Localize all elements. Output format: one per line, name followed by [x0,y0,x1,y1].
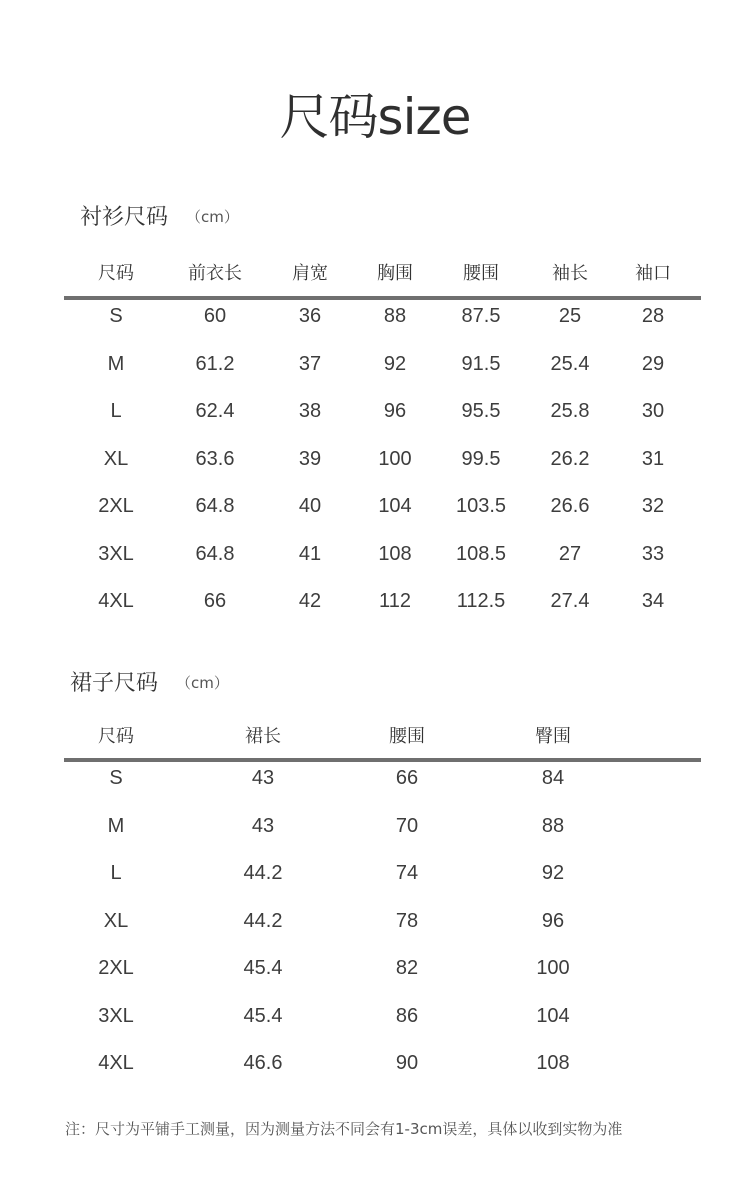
shirt-table-cell: 30 [641,400,665,422]
shirt-table-cell: 27 [558,542,582,565]
skirt-table-cell: 96 [541,909,565,932]
shirt-table-cell: 66 [203,590,227,612]
shirt-table-cell: 2XL [98,495,134,517]
skirt-table-cell: 90 [395,1052,419,1074]
shirt-table-cell: 108 [378,542,412,565]
skirt-title-text: 裙子尺码 [70,671,159,696]
shirt-header-cell: 腰围 [463,263,499,284]
skirt-header-cell: 臀围 [535,726,571,747]
skirt-table-cell: 2XL [98,957,134,979]
shirt-table-cell: 38 [298,400,322,422]
shirt-table-cell: 26.6 [550,495,590,517]
shirt-table-cell: 95.5 [461,400,501,422]
shirt-table-cell: 100 [378,447,412,470]
shirt-table-cell: 34 [641,590,665,612]
skirt-table-cell: 4XL [98,1052,134,1074]
skirt-table-cell: 44.2 [243,909,283,932]
shirt-table-cell: 41 [298,542,322,565]
skirt-table-cell: 108 [536,1052,570,1074]
shirt-table-cell: S [109,305,123,327]
shirt-table-cell: 108.5 [455,542,507,565]
skirt-table-cell: 43 [251,767,275,789]
skirt-table-cell: 45.4 [243,1004,283,1027]
shirt-table-cell: 28 [641,305,665,327]
shirt-table-cell: 96 [383,400,407,422]
skirt-table-cell: 78 [395,909,419,932]
shirt-header-cell: 尺码 [98,263,134,284]
skirt-table-cell: 104 [536,1004,570,1027]
skirt-table-cell: 82 [395,957,419,979]
skirt-header-cell: 裙长 [245,726,281,747]
shirt-table-cell: 103.5 [455,495,507,517]
shirt-header-cell: 前衣长 [188,263,242,284]
shirt-table-cell: 4XL [98,590,134,612]
shirt-table-cell: 3XL [98,542,134,565]
shirt-table-cell: 64.8 [195,542,235,565]
shirt-header-cell: 胸围 [377,263,413,284]
shirt-header-cell: 袖口 [635,263,671,284]
shirt-table-cell: 31 [641,447,665,470]
shirt-table-cell: 62.4 [195,400,235,422]
skirt-table-cell: 84 [541,767,565,789]
page-title: 尺码size [279,88,471,146]
shirt-table-cell: 91.5 [461,352,501,375]
skirt-header-cell: 尺码 [98,726,134,747]
shirt-table-cell: 25 [558,305,582,327]
shirt-table-cell: 40 [298,495,322,517]
skirt-table-cell: M [107,814,125,837]
skirt-table-cell: 92 [541,862,565,884]
shirt-table-cell: 60 [203,305,227,327]
shirt-table-cell: 26.2 [550,447,590,470]
shirt-table-cell: 33 [641,542,665,565]
shirt-table-cell: 87.5 [461,305,501,327]
skirt-table-cell: L [110,862,122,884]
shirt-table-cell: XL [103,447,129,470]
shirt-table-cell: 32 [641,495,665,517]
skirt-unit: （cm） [176,674,229,692]
shirt-table-cell: L [110,400,122,422]
shirt-title-text: 衬衫尺码 [80,205,169,230]
shirt-header-cell: 肩宽 [292,263,328,284]
skirt-table-cell: 70 [395,814,419,837]
skirt-table-cell: 46.6 [243,1052,283,1074]
shirt-section-title [80,202,239,233]
skirt-table-cell: 88 [541,814,565,837]
shirt-table-cell: 25.4 [550,352,590,375]
shirt-table-cell: 36 [298,305,322,327]
shirt-table-cell: 29 [641,352,665,375]
shirt-table-cell: 112.5 [456,590,506,612]
shirt-table-cell: 25.8 [550,400,590,422]
shirt-table-cell: 88 [383,305,407,327]
shirt-table-cell: 104 [378,495,412,517]
skirt-table-cell: 100 [536,957,570,979]
shirt-table-cell: 64.8 [195,495,235,517]
skirt-table-cell: 86 [395,1004,419,1027]
shirt-header-rule [64,296,701,300]
skirt-header-cell: 腰围 [389,726,425,747]
skirt-table-cell: 43 [251,814,275,837]
skirt-table-cell: XL [103,909,129,932]
shirt-table-cell: 112 [379,590,411,612]
skirt-table-cell: 66 [395,767,419,789]
shirt-table-cell: 42 [298,590,322,612]
shirt-table-cell: 92 [383,352,407,375]
skirt-table-cell: S [109,767,123,789]
shirt-table-cell: 63.6 [195,447,235,470]
shirt-table-cell: 39 [298,447,322,470]
shirt-table-cell: 37 [298,352,322,375]
skirt-table-cell: 3XL [98,1004,134,1027]
shirt-table-cell: M [107,352,125,375]
shirt-header-cell: 袖长 [552,263,588,284]
skirt-table-cell: 74 [395,862,419,884]
shirt-unit: （cm） [186,208,239,226]
skirt-table-cell: 45.4 [243,957,283,979]
shirt-table-cell: 99.5 [461,447,501,470]
shirt-table-cell: 61.2 [195,352,235,375]
shirt-table-cell: 27.4 [550,590,590,612]
skirt-section-title [70,668,229,699]
skirt-table-cell: 44.2 [243,862,283,884]
skirt-header-rule [64,758,701,762]
measurement-note: 注：尺寸为平铺手工测量，因为测量方法不同会有1-3cm误差，具体以收到实物为准 [65,1120,623,1138]
